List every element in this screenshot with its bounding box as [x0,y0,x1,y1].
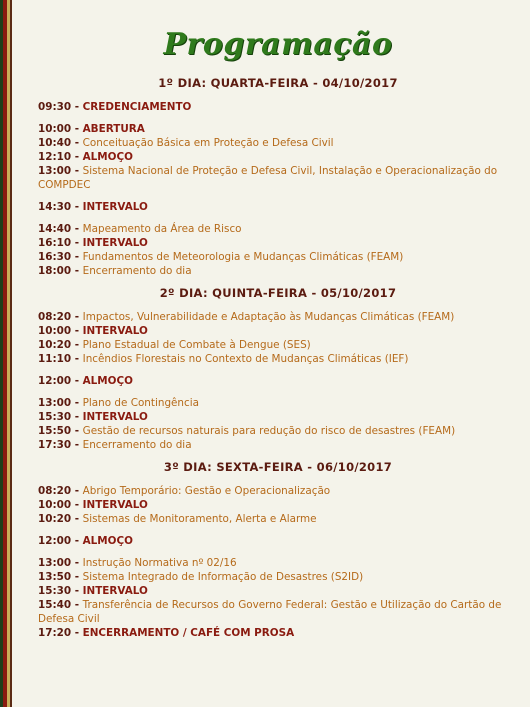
schedule-row [38,250,518,264]
day-heading: 3º DIA: SEXTA-FEIRA - 06/10/2017 [163,460,393,474]
schedule-time: 13:00 [38,557,72,569]
schedule-row [38,236,518,250]
schedule-description: Instrução Normativa nº 02/16 [82,557,237,569]
schedule-time: 13:00 [38,165,72,177]
schedule-description: Impactos, Vulnerabilidade e Adaptação às Mudanças Climáticas (FEAM) [82,311,455,323]
time-separator: - [71,237,83,249]
schedule-row [38,374,518,388]
time-separator: - [71,535,83,547]
schedule-time: 15:30 [38,585,72,597]
schedule-row [38,122,518,136]
day-heading: 2º DIA: QUINTA-FEIRA - 05/10/2017 [159,286,397,300]
schedule-description: Sistemas de Monitoramento, Alerta e Alarme [82,513,317,525]
schedule-time: 10:00 [38,123,72,135]
schedule-time: 12:00 [38,375,72,387]
time-separator: - [71,425,83,437]
time-separator: - [71,265,83,277]
schedule-time: 18:00 [38,265,72,277]
day-section [38,460,518,640]
schedule-row [38,512,518,526]
schedule-time: 14:30 [38,201,72,213]
schedule-description: ALMOÇO [82,375,133,387]
schedule-description: INTERVALO [82,585,148,597]
time-separator: - [71,499,83,511]
schedule-time: 10:00 [38,499,72,511]
program-page [38,28,518,648]
schedule-row [38,264,518,278]
time-separator: - [71,571,83,583]
schedule-description: Encerramento do dia [82,439,192,451]
schedule-row [38,100,518,114]
time-separator: - [71,101,83,113]
schedule-description: ALMOÇO [82,151,133,163]
schedule-time: 08:20 [38,485,72,497]
schedule-row [38,556,518,570]
time-separator: - [71,325,83,337]
schedule-description: INTERVALO [82,411,148,423]
schedule-time: 17:20 [38,627,72,639]
schedule-description: Abrigo Temporário: Gestão e Operacionalização [82,485,331,497]
schedule-description: Encerramento do dia [82,265,192,277]
schedule-time: 15:50 [38,425,72,437]
schedule-time: 15:30 [38,411,72,423]
schedule-row [38,310,518,324]
schedule-description: INTERVALO [82,201,148,213]
schedule-row [38,534,518,548]
time-separator: - [71,513,83,525]
time-separator: - [71,353,83,365]
schedule-description: ALMOÇO [82,535,133,547]
schedule-time: 12:10 [38,151,72,163]
time-separator: - [71,123,83,135]
schedule-time: 16:10 [38,237,72,249]
time-separator: - [71,599,83,611]
time-separator: - [71,397,83,409]
schedule-row [38,410,518,424]
schedule [38,76,518,640]
schedule-description: Plano Estadual de Combate à Dengue (SES) [82,339,311,351]
schedule-description: Incêndios Florestais no Contexto de Mudanças Climáticas (IEF) [82,353,409,365]
schedule-description: Conceituação Básica em Proteção e Defesa Civil [82,137,334,149]
border-stripe-brown [10,0,12,707]
schedule-time: 10:40 [38,137,72,149]
schedule-description: INTERVALO [82,325,148,337]
schedule-description: Transferência de Recursos do Governo Federal: Gestão e Utilização do Cartão de Defesa Civil [38,599,502,625]
schedule-row [38,438,518,452]
time-separator: - [71,585,83,597]
schedule-time: 15:40 [38,599,72,611]
schedule-row [38,338,518,352]
schedule-description: Sistema Integrado de Informação de Desastres (S2ID) [82,571,364,583]
time-separator: - [71,627,83,639]
schedule-description: Fundamentos de Meteorologia e Mudanças Climáticas (FEAM) [82,251,404,263]
schedule-description: Gestão de recursos naturais para redução do risco de desastres (FEAM) [82,425,456,437]
schedule-time: 16:30 [38,251,72,263]
schedule-row [38,626,518,640]
schedule-row [38,136,518,150]
schedule-description: Sistema Nacional de Proteção e Defesa Civil, Instalação e Operacionalização do COMPDEC [38,165,498,191]
page-title: Programação [163,27,393,62]
schedule-time: 14:40 [38,223,72,235]
schedule-row [38,570,518,584]
schedule-row [38,222,518,236]
schedule-time: 13:50 [38,571,72,583]
schedule-row [38,484,518,498]
time-separator: - [71,223,83,235]
schedule-row [38,150,518,164]
schedule-time: 09:30 [38,101,72,113]
schedule-row [38,200,518,214]
time-separator: - [71,151,83,163]
schedule-description: CREDENCIAMENTO [82,101,192,113]
schedule-description: INTERVALO [82,499,148,511]
schedule-time: 12:00 [38,535,72,547]
schedule-time: 13:00 [38,397,72,409]
time-separator: - [71,485,83,497]
schedule-description: Plano de Contingência [82,397,199,409]
schedule-row [38,324,518,338]
time-separator: - [71,557,83,569]
day-section [38,286,518,452]
time-separator: - [71,311,83,323]
schedule-time: 17:30 [38,439,72,451]
schedule-time: 11:10 [38,353,72,365]
schedule-row [38,584,518,598]
schedule-time: 10:20 [38,339,72,351]
schedule-row [38,598,518,626]
time-separator: - [71,439,83,451]
schedule-row [38,164,518,192]
schedule-description: INTERVALO [82,237,148,249]
day-section [38,76,518,278]
time-separator: - [71,375,83,387]
time-separator: - [71,411,83,423]
time-separator: - [71,339,83,351]
time-separator: - [71,251,83,263]
schedule-time: 08:20 [38,311,72,323]
schedule-row [38,424,518,438]
schedule-time: 10:20 [38,513,72,525]
time-separator: - [71,137,83,149]
day-heading: 1º DIA: QUARTA-FEIRA - 04/10/2017 [158,76,398,90]
schedule-row [38,352,518,366]
time-separator: - [71,165,83,177]
schedule-description: Mapeamento da Área de Risco [82,223,242,235]
schedule-description: ENCERRAMENTO / CAFÉ COM PROSA [82,627,295,639]
time-separator: - [71,201,83,213]
schedule-description: ABERTURA [82,123,145,135]
schedule-time: 10:00 [38,325,72,337]
schedule-row [38,498,518,512]
schedule-row [38,396,518,410]
